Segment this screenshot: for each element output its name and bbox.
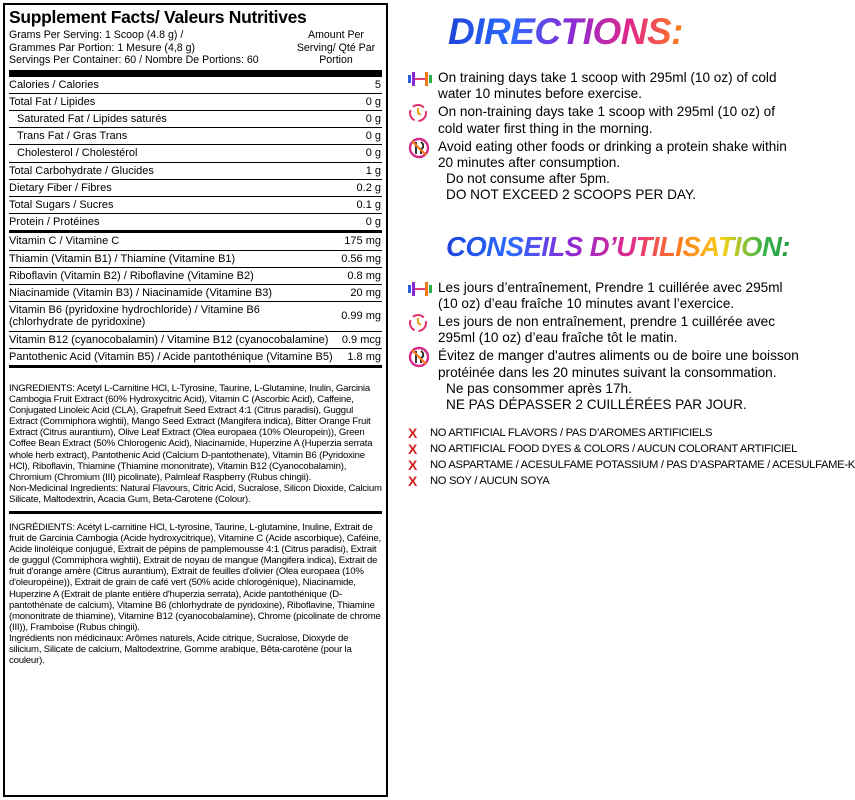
dumbbell-icon [408,280,438,298]
note-max-scoops-fr: NE PAS DÉPASSER 2 CUILLÉRÉES PAR JOUR. [446,397,747,413]
ingredients-fr [9,514,382,669]
nutrient-row: Thiamin (Vitamin B1) / Thiamine (Vitamine B1) 0.56 mg [9,251,382,268]
claim-item: X NO SOY / AUCUN SOYA [408,473,550,490]
clock-icon [408,104,438,122]
amount-per-serving-header: Amount Per Serving/ Qté Par Portion [296,29,376,66]
nutrient-row: Riboflavin (Vitamin B2) / Riboflavine (Vitamine B2) 0.8 mg [9,268,382,285]
claims-list [408,425,855,490]
nutrient-row: Total Fat / Lipides 0 g [9,94,382,111]
directions-steps-en [408,70,800,204]
step-non-training-fr: Les jours de non entraînement, prendre 1 cuillérée avec 295ml (10 oz) d’eau fraîche tôt le matin. [408,314,800,346]
serving-info [9,29,382,67]
step-training: On training days take 1 scoop with 295ml (10 oz) of cold water 10 minutes before exercise. [408,70,800,102]
ingredients-en-text: INGREDIENTS: Acetyl L-Carnitine HCl, L-Tyrosine, Taurine, L-Glutamine, Inulin, Garcinia Cambogia Fruit Extract (60% Hydroxycitric Acid), Vitamin C (Ascorbic Acid), Caffeine, Conjugated Linoleic Acid (CLA), Grapefruit Seed Extract 4:1 (Citrus paradisi), Guggul Extract (Commiphora wightii), Mango Seed Extract (Mangifera indica), Bitter Orange Fruit Extract (Citrus aurantium), Olive Leaf Extract (Olea europaea (10% Oleuropein)), Green Coffee Bean Extract (50% Chlorogenic Acid), Niacinamide, Huperzine A (Huperzia serrata whole herb extract), Pantothenic Acid (Calcium D-pantothenate), Vitamin B6 (Pyridoxine HCl), Riboflavin, Thiamine (Thiamine mononitrate), Vitamin B12 (Cyanocobalamin), Chromium (Chromium (III) picolinate), Palmleaf Raspberry (Rubus chingii). [9,382,373,483]
nutrient-row: Calories / Calories 5 [9,77,382,94]
nutrient-row: Vitamin C / Vitamine C 175 mg [9,233,382,250]
step-avoid-food-fr: Évitez de manger d'autres aliments ou de boire une boisson protéinée dans les 20 minutes suivant la consommation. [408,348,800,380]
nutrient-row: Trans Fat / Gras Trans 0 g [9,128,382,145]
nutrient-row: Vitamin B6 (pyridoxine hydrochloride) / Vitamine B6 (chlorhydrate de pyridoxine) 0.99 mg [9,302,382,331]
nutrient-row: Saturated Fat / Lipides saturés 0 g [9,111,382,128]
facts-title: Supplement Facts/ Valeurs Nutritives [9,7,307,27]
x-mark-icon: X [408,441,418,458]
claim-item: X NO ARTIFICIAL FOOD DYES & COLORS / AUCUN COLORANT ARTIFICIEL [408,441,798,458]
clock-icon [408,314,438,332]
servings-per-container: Servings Per Container: 60 / Nombre De Portions: 60 [9,54,259,66]
no-food-icon [408,348,438,366]
nutrient-row: Niacinamide (Vitamin B3) / Niacinamide (Vitamine B3) 20 mg [9,285,382,302]
serving-size-fr: Grammes Par Portion: 1 Mesure (4,8 g) [9,41,196,54]
step-non-training: On non-training days take 1 scoop with 295ml (10 oz) of cold water first thing in the morning. [408,104,800,136]
nonmedicinal-fr-text: Ingrédients non médicinaux: Arômes naturels, Acide citrique, Sucralose, Dioxyde de silicium, Silicate de calcium, Maltodextrine, Gomme arabique, Bêta-carotène (pour la couleur). [9,632,352,667]
note-max-scoops: DO NOT EXCEED 2 SCOOPS PER DAY. [446,187,697,203]
note-no-late: Do not consume after 5pm. [446,171,610,187]
dumbbell-icon [408,70,438,88]
nutrient-row: Cholesterol / Cholestérol 0 g [9,145,382,162]
claim-item: X NO ARTIFICIAL FLAVORS / PAS D’AROMES ARTIFICIELS [408,425,713,442]
nutrient-row: Protein / Protéines 0 g [9,214,382,233]
nutrient-row: Vitamin B12 (cyanocobalamin) / Vitamine B12 (cyanocobalamine) 0.9 mcg [9,332,382,349]
ingredients-en [9,380,382,514]
nutrient-table [9,77,382,368]
thick-divider [9,70,382,77]
x-mark-icon: X [408,457,418,474]
nutrient-row: Pantothenic Acid (Vitamin B5) / Acide pantothénique (Vitamine B5) 1.8 mg [9,349,382,368]
nonmedicinal-en-text: Non-Medicinal Ingredients: Natural Flavours, Citric Acid, Sucralose, Silicon Dioxide, Calcium Silicate, Maltodextrin, Acacia Gum, Beta-Carotene (Colour). [9,482,382,505]
note-no-late-fr: Ne pas consommer après 17h. [446,380,632,396]
directions-title: DIRECTIONS: [448,10,800,54]
conseils-title: CONSEILS D’UTILISATION: [446,230,800,264]
step-avoid-food: Avoid eating other foods or drinking a protein shake within 20 minutes after consumption. [408,139,800,171]
serving-size: Grams Per Serving: 1 Scoop (4.8 g) / [9,29,184,41]
ingredients-fr-text: INGRÉDIENTS: Acétyl L-carnitine HCl, L-tyrosine, Taurine, L-glutamine, Inuline, Extrait de fruit de Garcinia Cambogia (Acide hydroxycitrique), Vitamine C (Acide ascorbique), Caféine, Acide linoléique conjugué, Extrait de pépins de pamplemousse 4:1 (Citrus paradisi), Extrait de guggul (Commiphora wightii), Extrait de noyau de mangue (Mangifera indica), Extrait de fruit d'orange amère (Citrus aurantium), Extrait de feuilles d'olivier (Olea europaea (10% d'oleuropéine)), Extrait de grain de café vert (50% acide chlorogénique), Niacinamide, Huperzine A (Extrait de plante entière d'huperzia serrata), Acide pantothénique (D-pantothénate de calcium), Vitamine B6 (chlorhydrate de pyridoxine), Riboflavine, Thiamine (mononitrate de thiamine), Vitamine B12 (cyanocobalamine), Chrome (picolinate de chrome (III)), Framboise (Rubus chingii). [9,521,381,633]
supplement-facts-panel [3,3,388,797]
directions-panel [408,0,855,490]
directions-steps-fr [408,280,800,414]
claim-item: X NO ASPARTAME / ACESULFAME POTASSIUM / PAS D’ASPARTAME / ACESULFAME-K [408,457,855,474]
x-mark-icon: X [408,473,418,490]
nutrient-row: Dietary Fiber / Fibres 0.2 g [9,180,382,197]
no-food-icon [408,139,438,157]
x-mark-icon: X [408,425,418,442]
step-training-fr: Les jours d’entraînement, Prendre 1 cuillérée avec 295ml (10 oz) d’eau fraîche 10 minutes avant l’exercice. [408,280,800,312]
nutrient-row: Total Sugars / Sucres 0.1 g [9,197,382,214]
nutrient-row: Total Carbohydrate / Glucides 1 g [9,163,382,180]
